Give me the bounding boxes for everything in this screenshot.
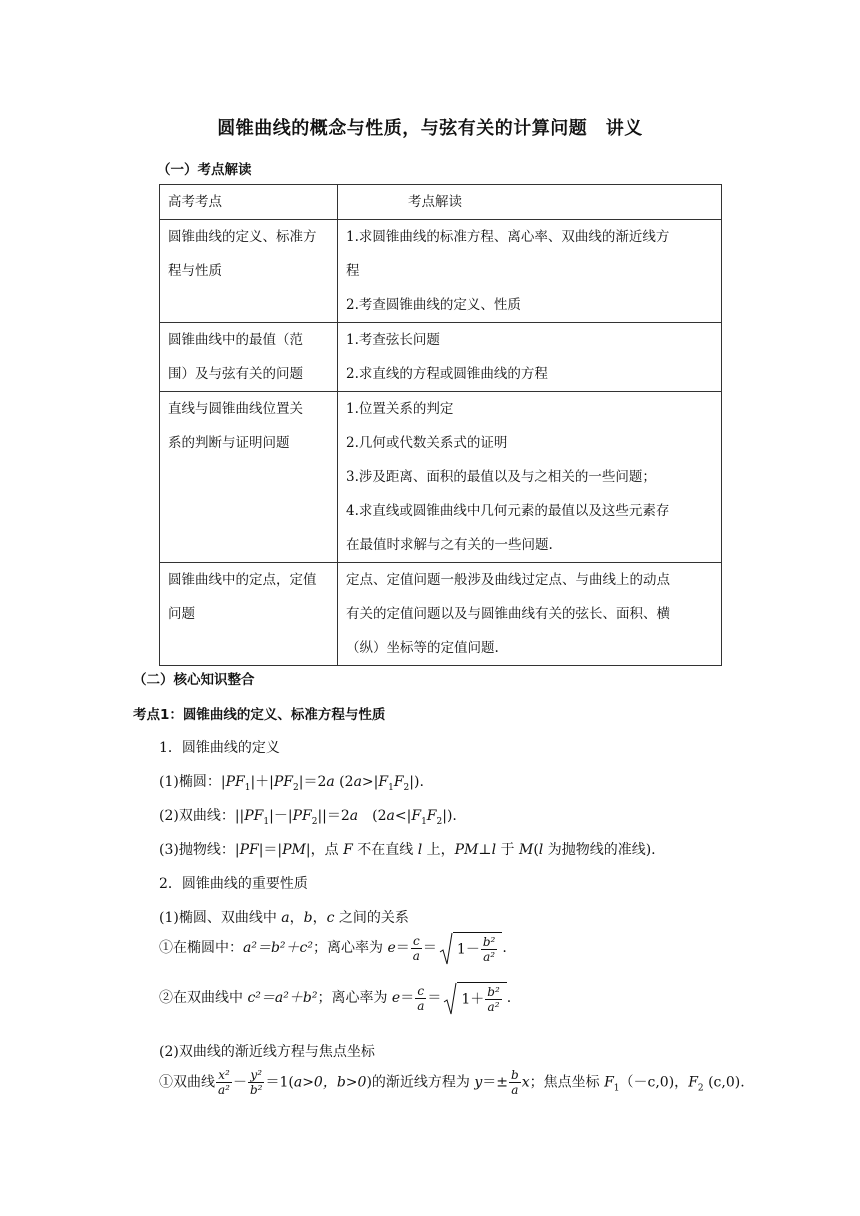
paragraph: 2．圆锥曲线的重要性质 bbox=[159, 876, 308, 892]
cell-line: 2.几何或代数关系式的证明 bbox=[346, 435, 508, 451]
sqrt-icon bbox=[443, 982, 457, 1016]
table-cell-content bbox=[338, 323, 722, 392]
cell-line: 4.求直线或圆锥曲线中几何元素的最值以及这些元素存 bbox=[346, 503, 670, 519]
table-row bbox=[160, 220, 722, 323]
table-cell-content bbox=[338, 220, 722, 323]
table-cell-topic bbox=[160, 392, 338, 563]
cell-line: 2.考查圆锥曲线的定义、性质 bbox=[346, 297, 521, 313]
cell-line: 圆锥曲线的定义、标准方 bbox=[168, 229, 317, 245]
hyperbola-property: ②在双曲线中 c²＝a²＋b²；离心率为 e＝ $\frac{c}{a}$ ＝ 1＋ $\frac{\text{b²}}{\text{a²}}$ . bbox=[159, 983, 512, 1014]
topic-heading: 考点1：圆锥曲线的定义、标准方程与性质 bbox=[133, 707, 386, 723]
cell-line: （纵）坐标等的定值问题. bbox=[346, 640, 499, 656]
table-row bbox=[160, 392, 722, 563]
cell-line: 3.涉及距离、面积的最值以及与之相关的一些问题； bbox=[346, 469, 656, 485]
cell-line: 程 bbox=[346, 263, 360, 279]
table-header-cell: 高考考点 bbox=[160, 185, 338, 220]
hyperbola-definition: (2)双曲线：$||PF_1|-|PF_2||=2a$ $(2a<|F_1F_2|)$. bbox=[159, 808, 457, 827]
cell-line: 系的判断与证明问题 bbox=[168, 435, 290, 451]
cell-line: 程与性质 bbox=[168, 263, 222, 279]
cell-line: 问题 bbox=[168, 606, 195, 622]
ellipse-definition: (1)椭圆：$|PF_1|+|PF_2|=2a$ $(2a>|F_1F_2|)$. bbox=[159, 774, 424, 793]
cell-line: 有关的定值问题以及与圆锥曲线有关的弦长、面积、横 bbox=[346, 606, 670, 622]
table-row bbox=[160, 323, 722, 392]
cell-line: 1.位置关系的判定 bbox=[346, 401, 454, 417]
asymptote-line: ①双曲线 $\frac{\text{x²}}{\text{a²}}$ － $\frac{\text{y²}}{\text{b²}}$ ＝1(a>0，b>0)的渐近线方程为 y＝± $\frac{b}{a}$ x；焦点坐标 $F_1(-c,0)$，$F_2$ (c,0). bbox=[159, 1068, 745, 1097]
paragraph: 1．圆锥曲线的定义 bbox=[159, 740, 280, 756]
table-header-cell: 考点解读 bbox=[338, 185, 722, 220]
exam-points-table bbox=[159, 184, 722, 666]
section-heading-1: （一）考点解读 bbox=[157, 162, 252, 178]
ellipse-property: ①在椭圆中：a²＝b²＋c²；离心率为 e＝ $\frac{c}{a}$ ＝ 1－ $\frac{\text{b²}}{\text{a²}}$ . bbox=[159, 933, 507, 964]
cell-line: 圆锥曲线中的最值（范 bbox=[168, 332, 303, 348]
cell-line: 直线与圆锥曲线位置关 bbox=[168, 401, 303, 417]
relation-line: (1)椭圆、双曲线中 a，b，c 之间的关系 bbox=[159, 910, 409, 926]
document-title: 圆锥曲线的概念与性质，与弦有关的计算问题 讲义 bbox=[217, 118, 643, 139]
sqrt-icon bbox=[439, 932, 453, 966]
cell-line: 定点、定值问题一般涉及曲线过定点、与曲线上的动点 bbox=[346, 572, 670, 588]
table-row bbox=[160, 563, 722, 666]
paragraph: (2)双曲线的渐近线方程与焦点坐标 bbox=[159, 1044, 375, 1060]
table-cell-topic bbox=[160, 323, 338, 392]
cell-line: 在最值时求解与之有关的一些问题. bbox=[346, 537, 553, 553]
table-cell-topic bbox=[160, 563, 338, 666]
parabola-definition: (3)抛物线：|PF|＝|PM|，点 F 不在直线 l 上，PM⊥l 于 M(l 为抛物线的准线). bbox=[159, 842, 656, 858]
cell-line: 围）及与弦有关的问题 bbox=[168, 366, 303, 382]
section-heading-2: （二）核心知识整合 bbox=[133, 672, 255, 688]
cell-line: 圆锥曲线中的定点，定值 bbox=[168, 572, 317, 588]
table-header-row bbox=[160, 185, 722, 220]
cell-line: 1.求圆锥曲线的标准方程、离心率、双曲线的渐近线方 bbox=[346, 229, 670, 245]
table-cell-content bbox=[338, 563, 722, 666]
cell-line: 1.考查弦长问题 bbox=[346, 332, 440, 348]
table-cell-content bbox=[338, 392, 722, 563]
cell-line: 2.求直线的方程或圆锥曲线的方程 bbox=[346, 366, 548, 382]
table-cell-topic bbox=[160, 220, 338, 323]
